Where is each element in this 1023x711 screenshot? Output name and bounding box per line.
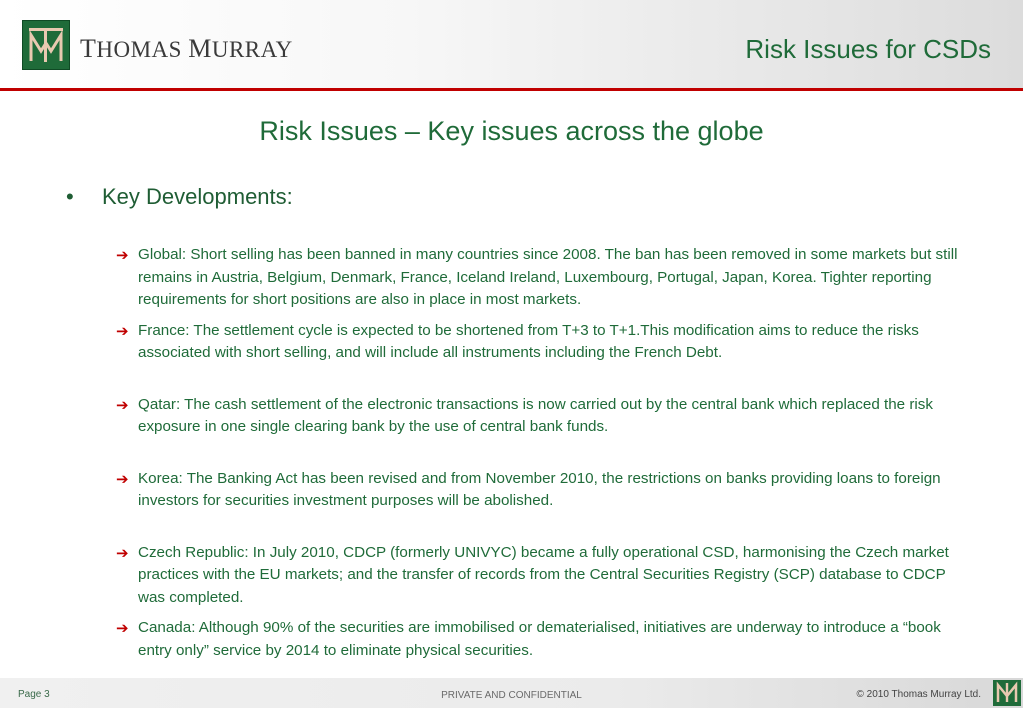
footer-logo-icon [993,680,1021,706]
list-item-text: Global: Short selling has been banned in many countries since 2008. The ban has been removed in some markets but still remains in Austria, Belgium, Denmark, France, Iceland Ireland, Luxembourg, Portugal, Japan, Korea. Tighter reporting requirements for short positions are also in place in most markets. [138,246,958,308]
list-item-qatar [116,394,966,439]
arrow-right-icon: ➔ [116,395,129,414]
list-item-text: Korea: The Banking Act has been revised and from November 2010, the restrictions on banks providing loans to foreign investors for securities investment purposes will be abolished. [138,469,941,509]
slide-title: Risk Issues – Key issues across the globe [259,116,764,146]
list-item-canada [116,617,966,662]
arrow-right-icon: ➔ [116,469,129,488]
section-title: Risk Issues for CSDs [745,34,991,64]
developments-list [116,244,966,662]
header-divider [0,88,1023,91]
arrow-right-icon: ➔ [116,543,129,562]
confidentiality-notice: PRIVATE AND CONFIDENTIAL [441,690,582,701]
page-number: Page 3 [18,689,50,700]
list-item-czech-republic [116,542,966,610]
list-item-text: France: The settlement cycle is expected to be shortened from T+3 to T+1.This modification aims to reduce the risks associated with short selling, and will include all instruments including the French Debt. [138,321,919,361]
arrow-right-icon: ➔ [116,619,129,637]
brand-name: THOMAS MURRAY [80,34,293,63]
copyright-notice: © 2010 Thomas Murray Ltd. [856,689,981,700]
main-bullet [66,184,293,210]
thomas-murray-logo-icon [22,20,70,70]
arrow-right-icon: ➔ [116,246,129,264]
list-item-text: Canada: Although 90% of the securities are immobilised or dematerialised, initiatives are underway to introduce a “book entry only” service by 2014 to eliminate physical securities. [138,619,941,659]
list-item-text: Czech Republic: In July 2010, CDCP (formerly UNIVYC) became a fully operational CSD, harmonising the Czech market practices with the EU markets; and the transfer of records from the Central Securities Registry (SCP) database to CDCP was completed. [138,543,949,606]
main-bullet-text: Key Developments: [102,184,293,209]
bullet-icon: • [66,184,74,209]
list-item-korea [116,468,966,513]
arrow-right-icon: ➔ [116,321,129,340]
list-item-france [116,320,966,365]
list-item-global [116,244,966,312]
list-item-text: Qatar: The cash settlement of the electronic transactions is now carried out by the central bank which replaced the risk exposure in one single clearing bank by the use of central bank funds. [138,395,933,435]
